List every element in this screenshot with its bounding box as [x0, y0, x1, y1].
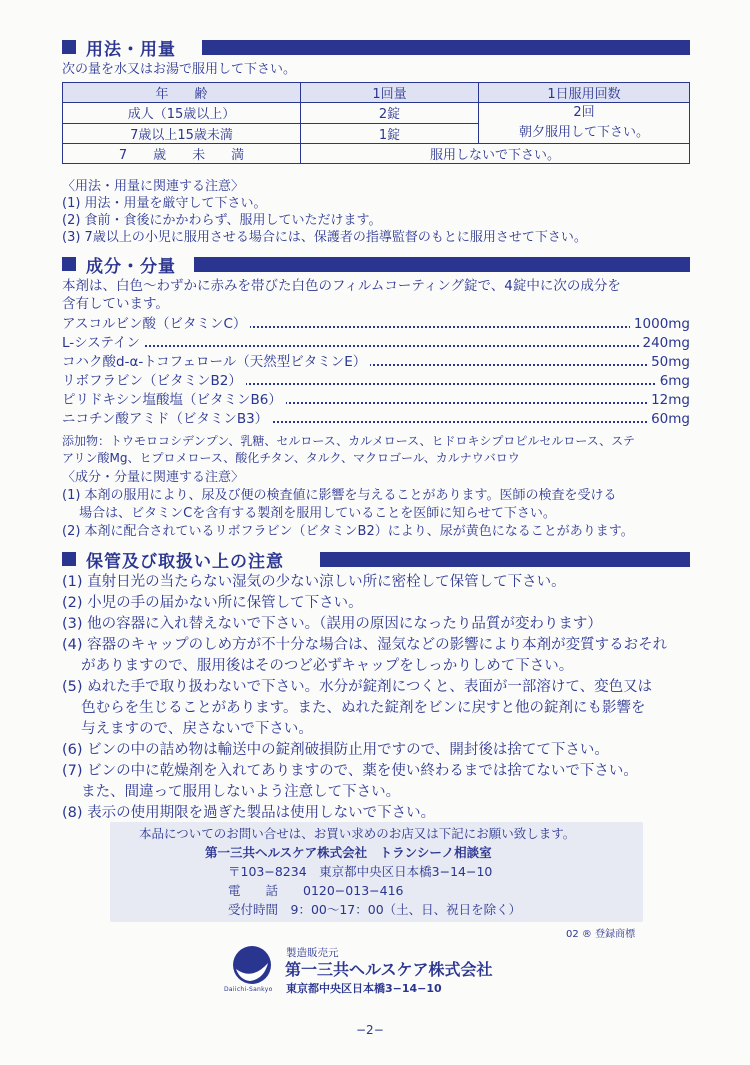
storage-line: (2) 小児の手の届かない所に保管して下さい。: [62, 595, 363, 611]
table-cell-dose: 2錠: [301, 103, 479, 124]
ingredient-name: L-システイン: [62, 334, 144, 352]
contact-address: 〒103−8234 東京都中央区日本橋3−14−10: [228, 864, 493, 879]
section-marker-square: [62, 40, 76, 54]
section-marker-square: [62, 257, 76, 271]
storage-line: また、間違って服用しないよう注意して下さい。: [62, 784, 401, 800]
table-header-row: [63, 83, 690, 103]
contact-hours: 受付時間 9：00〜17：00（土、日、祝日を除く）: [228, 902, 522, 917]
usage-section-header: [62, 38, 690, 60]
table-cell-times: [479, 103, 690, 144]
storage-section-header: [62, 550, 690, 572]
ingredients-note: (2) 本剤に配合されているリボフラビン（ビタミンB2）により、尿が黄色になることがあります。: [62, 524, 634, 539]
ingredient-name: ニコチン酸アミド（ビタミンB3）: [62, 410, 272, 428]
table-header-age: 年 齢: [63, 83, 301, 103]
ingredient-name: リボフラビン（ビタミンB2）: [62, 372, 246, 390]
table-row: [63, 144, 690, 164]
storage-line: (6) ビンの中の詰め物は輸送中の錠剤破損防止用ですので、開封後は捨てて下さい。: [62, 742, 609, 758]
page-number: −2−: [356, 1023, 384, 1037]
maker-name: 第一三共ヘルスケア株式会社: [285, 960, 493, 979]
maker-address: 東京都中央区日本橋3−14−10: [286, 982, 442, 995]
section-marker-square: [62, 552, 76, 566]
leader-dots: [62, 345, 690, 347]
usage-intro: 次の量を水又はお湯で服用して下さい。: [62, 62, 297, 77]
usage-note: (1) 用法・用量を厳守して下さい。: [62, 196, 267, 211]
section-rule-bar: [320, 552, 690, 567]
additives-text: 添加物：トウモロコシデンプン、乳糖、セルロース、カルメロース、ヒドロキシプロピルセルロース、ステ: [62, 434, 635, 448]
contact-company: 第一三共ヘルスケア株式会社 トランシーノ相談室: [205, 845, 492, 860]
maker-role: 製造販売元: [286, 947, 339, 959]
usage-note: (2) 食前・食後にかかわらず、服用していただけます。: [62, 213, 382, 228]
usage-section-title: 用法・用量: [86, 40, 176, 60]
ingredient-amount: 1000mg: [630, 315, 690, 333]
table-cell-dose: 1錠: [301, 123, 479, 144]
dosage-table: [62, 82, 690, 164]
storage-line: 色むらを生じることがあります。また、ぬれた錠剤をビンに戻すと他の錠剤にも影響を: [62, 700, 646, 716]
storage-line: (7) ビンの中に乾燥剤を入れてありますので、薬を使い終わるまでは捨てないで下さい。: [62, 763, 638, 779]
ingredient-amount: 12mg: [647, 391, 690, 409]
ingredients-intro: 本剤は、白色〜わずかに赤みを帯びた白色のフィルムコーティング錠で、4錠中に次の成分を: [62, 278, 621, 294]
storage-line: (4) 容器のキャップのしめ方が不十分な場合は、湿気などの影響により本剤が変質するおそれ: [62, 637, 668, 653]
usage-note: (3) 7歳以上の小児に服用させる場合には、保護者の指導監督のもとに服用させて下さい。: [62, 230, 587, 245]
additives-text: アリン酸Mg、ヒプロメロース、酸化チタン、タルク、マクロゴール、カルナウバロウ: [62, 451, 520, 465]
storage-section-title: 保管及び取扱い上の注意: [86, 552, 284, 572]
storage-line: 与えますので、戻さないで下さい。: [62, 721, 313, 737]
contact-box: [110, 822, 643, 922]
ingredient-row: [62, 372, 690, 390]
ingredient-name: アスコルビン酸（ビタミンC）: [62, 315, 250, 333]
ingredient-row: [62, 410, 690, 428]
ingredient-row: [62, 391, 690, 409]
ingredient-name: コハク酸d-α-トコフェロール（天然型ビタミンE）: [62, 353, 370, 371]
ingredients-intro: 含有しています。: [62, 296, 169, 312]
ingredient-name: ピリドキシン塩酸塩（ビタミンB6）: [62, 391, 286, 409]
table-cell-not-for-use: 服用しないで下さい。: [301, 144, 690, 164]
times-line-2: 朝夕服用して下さい。: [518, 125, 649, 140]
contact-intro: 本品についてのお問い合せは、お買い求めのお店又は下記にお願い致します。: [139, 826, 576, 841]
daiichi-sankyo-logo-icon: [232, 945, 272, 985]
ingredients-note: (1) 本剤の服用により、尿及び便の検査値に影響を与えることがあります。医師の検査を受ける: [62, 488, 617, 503]
table-cell-age: 7 歳 未 満: [63, 144, 301, 164]
usage-notes-title: 〈用法・用量に関連する注意〉: [62, 179, 245, 194]
table-cell-age: 7歳以上15歳未満: [63, 123, 301, 144]
table-header-times: 1日服用回数: [479, 83, 690, 103]
storage-line: がありますので、服用後はそのつど必ずキャップをしっかりしめて下さい。: [62, 658, 574, 674]
ingredient-row: [62, 353, 690, 371]
ingredient-amount: 6mg: [656, 372, 690, 390]
ingredient-amount: 50mg: [647, 353, 690, 371]
ingredient-row: [62, 334, 690, 352]
ingredients-note: 場合は、ビタミンCを含有する製剤を服用していることを医師に知らせて下さい。: [62, 506, 556, 521]
storage-line: (1) 直射日光の当たらない湿気の少ない涼しい所に密栓して保管して下さい。: [62, 574, 566, 590]
logo-caption: Daiichi-Sankyo: [224, 986, 273, 993]
ingredient-amount: 240mg: [639, 334, 691, 352]
trademark-note: 02 ® 登録商標: [566, 929, 636, 940]
ingredients-section-header: [62, 255, 690, 277]
storage-line: (5) ぬれた手で取り扱わないで下さい。水分が錠剤につくと、表面が一部溶けて、変色又は: [62, 679, 653, 695]
table-cell-age: 成人（15歳以上）: [63, 103, 301, 124]
contact-phone: 電 話 0120−013−416: [228, 883, 404, 898]
times-line-1: 2回: [573, 105, 595, 120]
ingredient-row: [62, 315, 690, 333]
ingredients-notes-title: 〈成分・分量に関連する注意〉: [62, 470, 245, 485]
ingredients-section-title: 成分・分量: [86, 257, 176, 277]
section-rule-bar: [202, 40, 690, 55]
storage-line: (8) 表示の使用期限を過ぎた製品は使用しないで下さい。: [62, 805, 436, 821]
section-rule-bar: [194, 257, 690, 272]
table-row: [63, 103, 690, 124]
table-header-dose: 1回量: [301, 83, 479, 103]
storage-line: (3) 他の容器に入れ替えないで下さい。（誤用の原因になったり品質が変わります）: [62, 616, 602, 632]
ingredient-amount: 60mg: [647, 410, 690, 428]
